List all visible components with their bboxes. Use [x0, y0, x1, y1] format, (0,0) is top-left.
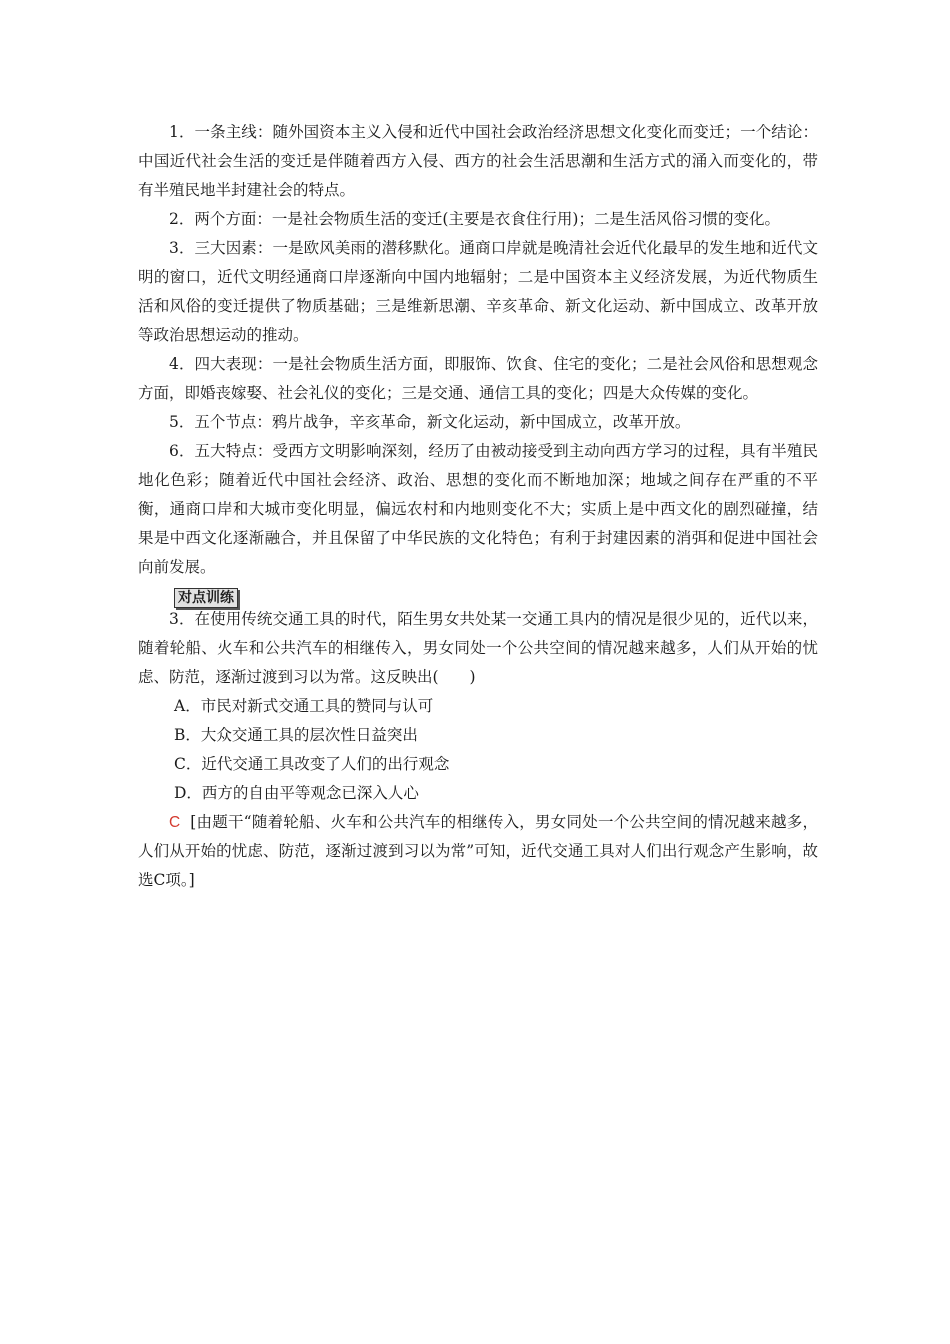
section-tag: 对点训练 — [174, 588, 238, 608]
summary-point-4: 4．四大表现：一是社会物质生活方面，即服饰、饮食、住宅的变化；二是社会风俗和思想观念方面，即婚丧嫁娶、社会礼仪的变化；三是交通、通信工具的变化；四是大众传媒的变化。 — [138, 355, 818, 402]
section-tag-row — [138, 583, 818, 605]
option-d: D．西方的自由平等观念已深入人心 — [174, 784, 419, 802]
explanation-text: [由题干“随着轮船、火车和公共汽车的相继传入，男女同处一个公共空间的情况越来越多，人们从开始的忧虑、防范，逐渐过渡到习以为常”可知，近代交通工具对人们出行观念产生影响，故选C项。] — [138, 813, 818, 889]
option-c: C．近代交通工具改变了人们的出行观念 — [174, 755, 450, 773]
summary-point-2: 2．两个方面：一是社会物质生活的变迁(主要是衣食住行用)；二是生活风俗习惯的变化。 — [169, 210, 780, 228]
page-content — [138, 118, 818, 895]
summary-point-1: 1．一条主线：随外国资本主义入侵和近代中国社会政治经济思想文化变化而变迁；一个结论：中国近代社会生活的变迁是伴随着西方入侵、西方的社会生活思潮和生活方式的涌入而变化的，带有半殖民地半封建社会的特点。 — [138, 123, 818, 199]
option-a: A．市民对新式交通工具的赞同与认可 — [174, 697, 434, 715]
answer-letter: C — [169, 814, 181, 831]
summary-point-5: 5．五个节点：鸦片战争，辛亥革命，新文化运动，新中国成立，改革开放。 — [169, 413, 691, 431]
summary-point-6: 6．五大特点：受西方文明影响深刻，经历了由被动接受到主动向西方学习的过程，具有半殖民地化色彩；随着近代中国社会经济、政治、思想的变化而不断地加深；地域之间存在严重的不平衡，通商口岸和大城市变化明显，偏远农村和内地则变化不大；实质上是中西文化的剧烈碰撞，结果是中西文化逐渐融合，并且保留了中华民族的文化特色；有利于封建因素的消弭和促进中国社会向前发展。 — [138, 442, 818, 576]
option-b: B．大众交通工具的层次性日益突出 — [174, 726, 418, 744]
question-stem: 3．在使用传统交通工具的时代，陌生男女共处某一交通工具内的情况是很少见的，近代以来，随着轮船、火车和公共汽车的相继传入，男女同处一个公共空间的情况越来越多，人们从开始的忧虑、防范，逐渐过渡到习以为常。这反映出( ) — [138, 610, 818, 686]
answer-explanation — [138, 808, 818, 895]
summary-point-3: 3．三大因素：一是欧风美雨的潜移默化。通商口岸就是晚清社会近代化最早的发生地和近代文明的窗口，近代文明经通商口岸逐渐向中国内地辐射；二是中国资本主义经济发展，为近代物质生活和风俗的变迁提供了物质基础；三是维新思潮、辛亥革命、新文化运动、新中国成立、改革开放等政治思想运动的推动。 — [138, 239, 818, 344]
